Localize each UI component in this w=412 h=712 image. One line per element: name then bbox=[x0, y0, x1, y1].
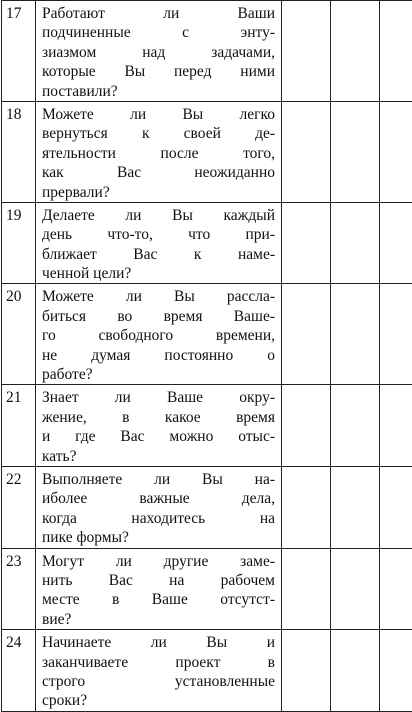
question-line: сроки? bbox=[42, 691, 275, 710]
question-number: 19 bbox=[2, 202, 36, 284]
answer-cell[interactable] bbox=[331, 385, 380, 467]
question-text bbox=[36, 466, 282, 548]
question-line: строго установленные bbox=[42, 672, 275, 691]
question-number: 20 bbox=[2, 284, 36, 385]
answer-cell[interactable] bbox=[331, 548, 380, 630]
answer-cell[interactable] bbox=[331, 284, 380, 385]
question-line: Можете ли Вы рассла- bbox=[42, 287, 275, 306]
question-line: как Вас неожиданно bbox=[42, 163, 275, 182]
answer-cell[interactable] bbox=[331, 1, 380, 102]
question-line: вернуться к своей де- bbox=[42, 124, 275, 143]
answer-cell[interactable] bbox=[380, 630, 412, 712]
answer-cell[interactable] bbox=[282, 101, 331, 202]
question-line: которые Вы перед ними bbox=[42, 62, 275, 81]
question-line: Выполняете ли Вы на- bbox=[42, 470, 275, 489]
question-line: зиазмом над задачами, bbox=[42, 43, 275, 62]
questionnaire-table bbox=[1, 0, 412, 712]
answer-cell[interactable] bbox=[380, 466, 412, 548]
question-line: и где Вас можно отыс- bbox=[42, 427, 275, 446]
table-row bbox=[2, 284, 412, 385]
table-row bbox=[2, 548, 412, 630]
question-line: ченной цели? bbox=[42, 264, 275, 283]
table-row bbox=[2, 101, 412, 202]
question-line: когда находитесь на bbox=[42, 509, 275, 528]
question-line: жение, в какое время bbox=[42, 408, 275, 427]
question-line: иболее важные дела, bbox=[42, 489, 275, 508]
answer-cell[interactable] bbox=[331, 630, 380, 712]
answer-cell[interactable] bbox=[380, 101, 412, 202]
question-number: 21 bbox=[2, 385, 36, 467]
answer-cell[interactable] bbox=[331, 202, 380, 284]
question-text bbox=[36, 385, 282, 467]
question-text bbox=[36, 1, 282, 102]
question-line: Делаете ли Вы каждый bbox=[42, 206, 275, 225]
question-line: Можете ли Вы легко bbox=[42, 105, 275, 124]
question-text bbox=[36, 284, 282, 385]
question-text bbox=[36, 548, 282, 630]
question-line: Знает ли Ваше окру- bbox=[42, 388, 275, 407]
question-number: 23 bbox=[2, 548, 36, 630]
answer-cell[interactable] bbox=[331, 466, 380, 548]
answer-cell[interactable] bbox=[282, 466, 331, 548]
question-number: 24 bbox=[2, 630, 36, 712]
question-line: месте в Ваше отсутст- bbox=[42, 590, 275, 609]
question-line: Могут ли другие заме- bbox=[42, 552, 275, 571]
answer-cell[interactable] bbox=[380, 202, 412, 284]
question-line: день что-то, что при- bbox=[42, 225, 275, 244]
answer-cell[interactable] bbox=[380, 548, 412, 630]
answer-cell[interactable] bbox=[282, 548, 331, 630]
answer-cell[interactable] bbox=[282, 1, 331, 102]
question-number: 17 bbox=[2, 1, 36, 102]
question-line: пике формы? bbox=[42, 528, 275, 547]
question-number: 18 bbox=[2, 101, 36, 202]
question-line: работе? bbox=[42, 365, 275, 384]
question-text bbox=[36, 202, 282, 284]
answer-cell[interactable] bbox=[282, 630, 331, 712]
answer-cell[interactable] bbox=[331, 101, 380, 202]
question-line: поставили? bbox=[42, 82, 275, 101]
question-line: Работают ли Ваши bbox=[42, 4, 275, 23]
table-row bbox=[2, 630, 412, 712]
answer-cell[interactable] bbox=[380, 385, 412, 467]
question-line: нить Вас на рабочем bbox=[42, 571, 275, 590]
table-row bbox=[2, 466, 412, 548]
question-line: го свободного времени, bbox=[42, 326, 275, 345]
table-row bbox=[2, 385, 412, 467]
table-row bbox=[2, 1, 412, 102]
question-line: не думая постоянно о bbox=[42, 346, 275, 365]
question-line: Начинаете ли Вы и bbox=[42, 633, 275, 652]
answer-cell[interactable] bbox=[380, 1, 412, 102]
question-line: подчиненные с энту- bbox=[42, 23, 275, 42]
question-line: вие? bbox=[42, 610, 275, 629]
question-number: 22 bbox=[2, 466, 36, 548]
question-text bbox=[36, 101, 282, 202]
answer-cell[interactable] bbox=[380, 284, 412, 385]
question-line: ятельности после того, bbox=[42, 144, 275, 163]
answer-cell[interactable] bbox=[282, 385, 331, 467]
answer-cell[interactable] bbox=[282, 284, 331, 385]
answer-cell[interactable] bbox=[282, 202, 331, 284]
question-text bbox=[36, 630, 282, 712]
question-line: прервали? bbox=[42, 183, 275, 202]
question-line: заканчиваете проект в bbox=[42, 653, 275, 672]
question-line: биться во время Ваше- bbox=[42, 307, 275, 326]
table-row bbox=[2, 202, 412, 284]
question-line: ближает Вас к наме- bbox=[42, 245, 275, 264]
question-line: кать? bbox=[42, 447, 275, 466]
